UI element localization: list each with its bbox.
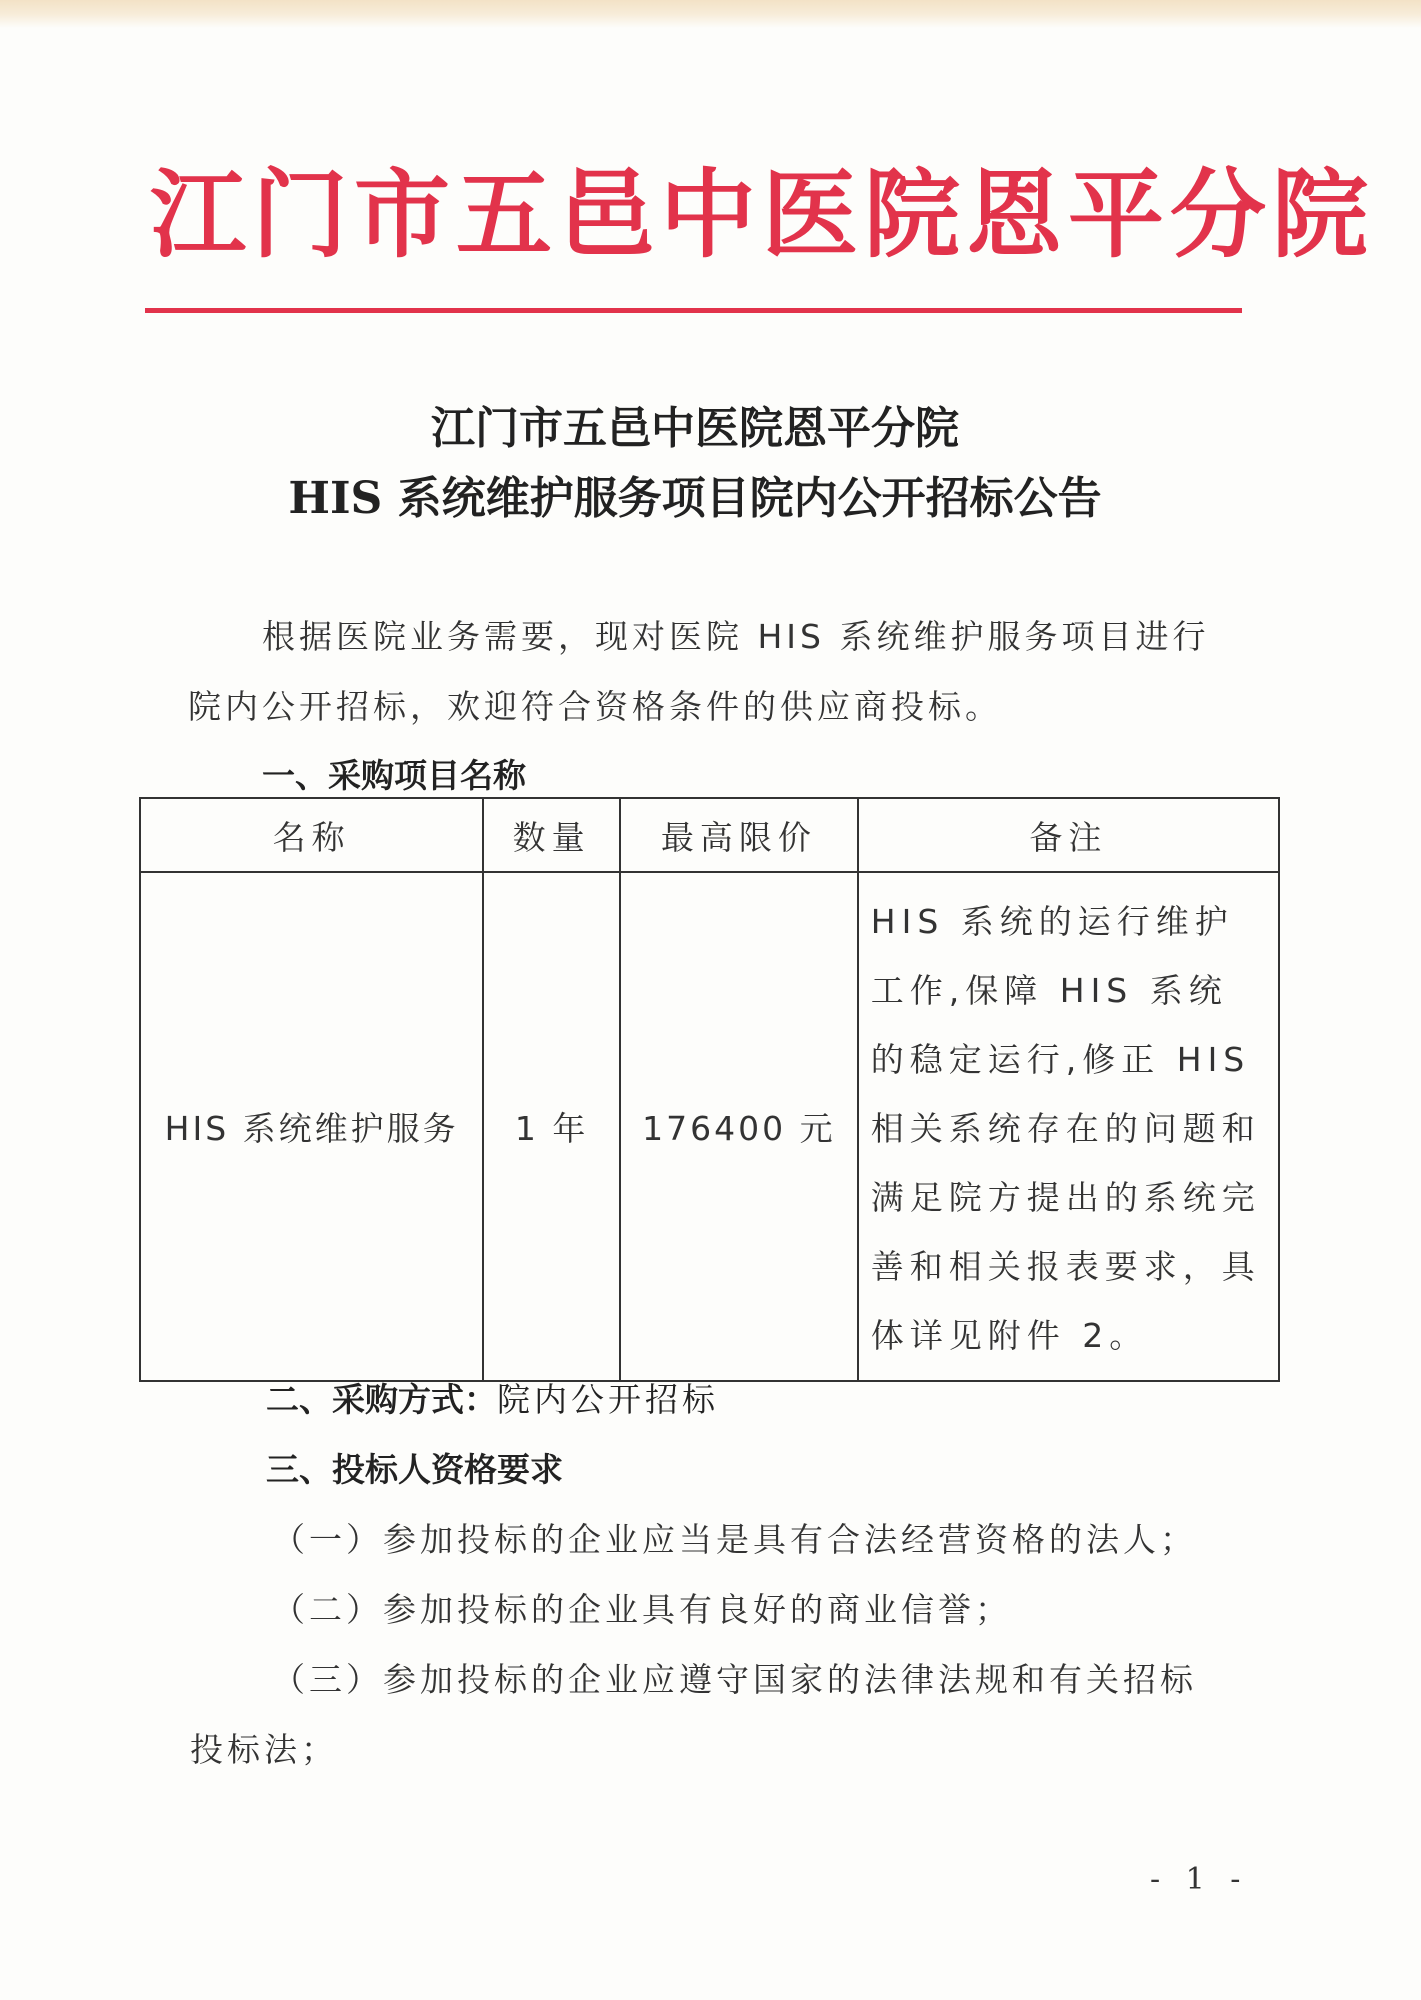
header-notes: 备注 <box>858 798 1279 872</box>
paper-stain <box>0 0 1421 28</box>
requirement-item-2: （二）参加投标的企业具有良好的商业信誉； <box>272 1590 1012 1629</box>
header-quantity: 数量 <box>483 798 620 872</box>
section-2-value: 院内公开招标 <box>497 1380 719 1419</box>
section-3-heading: 三、投标人资格要求 <box>266 1450 563 1489</box>
table-row <box>140 872 1279 1381</box>
requirement-item-3: （三）参加投标的企业应遵守国家的法律法规和有关招标 <box>272 1660 1197 1699</box>
letterhead-title: 江门市五邑中医院恩平分院 <box>150 158 1374 271</box>
table-header-row <box>140 798 1279 872</box>
procurement-table <box>139 797 1280 1382</box>
header-max-price: 最高限价 <box>620 798 858 872</box>
section-2-heading <box>266 1374 719 1421</box>
section-2-label: 二、采购方式： <box>266 1380 497 1419</box>
document-title-line-2: HIS 系统维护服务项目院内公开招标公告 <box>288 473 1102 524</box>
page-number: - 1 - <box>1150 1862 1249 1897</box>
cell-notes: HIS 系统的运行维护工作,保障 HIS 系统的稳定运行,修正 HIS 相关系统存在的问题和满足院方提出的系统完善和相关报表要求，具体详见附件 2。 <box>858 872 1279 1381</box>
header-name: 名称 <box>140 798 483 872</box>
letterhead-rule <box>145 308 1242 313</box>
cell-name: HIS 系统维护服务 <box>140 872 483 1381</box>
document-title-line-1: 江门市五邑中医院恩平分院 <box>431 403 959 454</box>
cell-max-price: 176400 元 <box>620 872 858 1381</box>
requirement-item-1: （一）参加投标的企业应当是具有合法经营资格的法人； <box>272 1520 1197 1559</box>
section-1-heading: 一、采购项目名称 <box>262 756 526 795</box>
cell-quantity: 1 年 <box>483 872 620 1381</box>
requirement-item-3-continued: 投标法； <box>190 1730 338 1769</box>
intro-paragraph-line-1: 根据医院业务需要，现对医院 HIS 系统维护服务项目进行 <box>262 617 1210 656</box>
intro-paragraph-line-2: 院内公开招标，欢迎符合资格条件的供应商投标。 <box>188 687 1002 726</box>
